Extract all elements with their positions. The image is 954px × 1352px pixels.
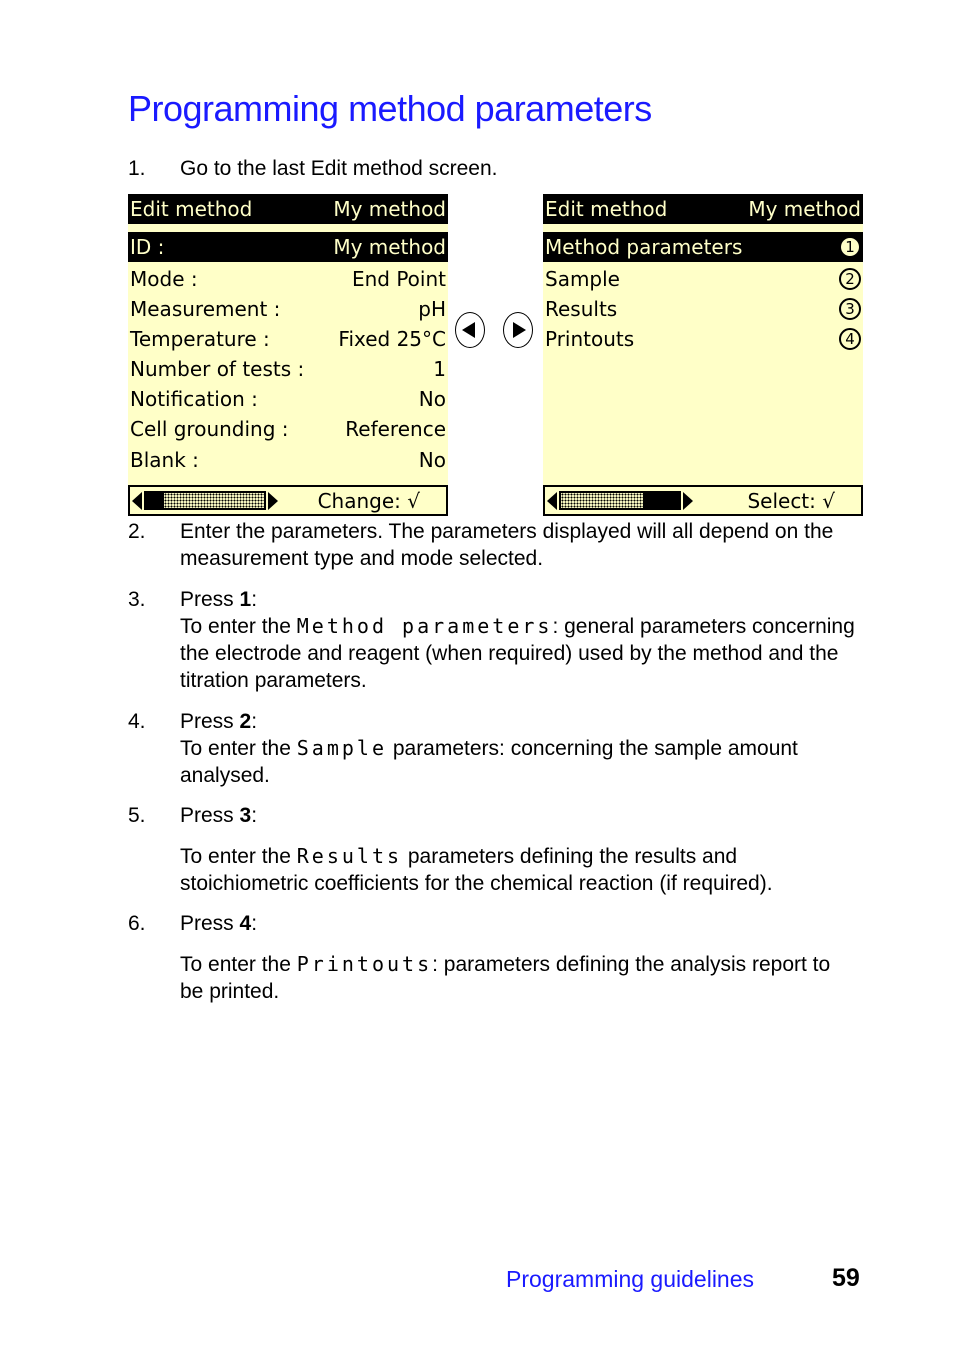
circled-number-icon: 2 — [839, 268, 861, 290]
lcd-softkey-bar — [128, 485, 448, 516]
step-2 — [128, 518, 858, 572]
lcd-row-mode[interactable] — [128, 264, 448, 294]
step-5 — [128, 802, 858, 897]
lcd-header — [543, 194, 863, 224]
step-text: Enter the parameters. The parameters displayed will all depend on the measurement type and mode selected. — [180, 520, 834, 570]
lcd-row-label: Measurement : — [130, 297, 281, 321]
right-arrow-icon — [268, 492, 278, 510]
lcd-row-label: Cell grounding : — [130, 417, 289, 441]
lcd-row-value: My method — [333, 235, 446, 259]
step-description: To enter the Results parameters defining the results and stoichiometric coefficients for the chemical reaction (if required). — [180, 844, 773, 895]
lcd-screen-edit-method-details — [128, 194, 448, 516]
lcd-menu-method-parameters[interactable] — [543, 232, 863, 262]
step-number: 3. — [128, 588, 146, 611]
lcd-row-label: Temperature : — [130, 327, 270, 351]
step-press-line: Press 3: — [180, 804, 258, 827]
lcd-header-title: Edit method — [545, 197, 668, 221]
step-4 — [128, 708, 858, 789]
lcd-row-id[interactable] — [128, 232, 448, 262]
screen-term: Printouts — [296, 952, 433, 976]
step-text: Go to the last Edit method screen. — [180, 157, 498, 180]
lcd-row-value: No — [418, 387, 446, 411]
step-press-line: Press 1: — [180, 588, 258, 611]
lcd-screen-edit-method-menu — [543, 194, 863, 516]
circled-number-icon: 3 — [839, 298, 861, 320]
step-number: 2. — [128, 520, 146, 543]
lcd-row-label: Mode : — [130, 267, 198, 291]
lcd-scrollbar[interactable] — [130, 487, 280, 514]
lcd-row-value: Reference — [345, 417, 446, 441]
scroll-track — [559, 491, 681, 510]
lcd-menu-sample[interactable] — [543, 264, 863, 294]
lcd-row-notification[interactable] — [128, 384, 448, 414]
step-1 — [128, 155, 858, 182]
key-number: 4 — [239, 912, 252, 935]
step-number: 1. — [128, 157, 146, 180]
lcd-header-method: My method — [333, 197, 446, 221]
step-press-line: Press 2: — [180, 710, 258, 733]
lcd-softkey-bar — [543, 485, 863, 516]
lcd-row-number-of-tests[interactable] — [128, 354, 448, 384]
lcd-row-label: Sample — [545, 267, 620, 291]
lcd-header-method: My method — [748, 197, 861, 221]
lcd-row-value: End Point — [351, 267, 446, 291]
lcd-row-cell-grounding[interactable] — [128, 414, 448, 444]
key-number: 1 — [239, 588, 252, 611]
softkey-change[interactable]: Change: √ — [317, 488, 420, 513]
screen-term: Method parameters — [296, 614, 553, 638]
left-arrow-icon — [462, 322, 475, 338]
lcd-row-value: Fixed 25°C — [338, 327, 446, 351]
circled-number-icon: 1 — [839, 236, 861, 258]
key-number: 2 — [239, 710, 252, 733]
lcd-menu-results[interactable] — [543, 294, 863, 324]
lcd-row-label: Results — [545, 297, 618, 321]
lcd-row-label: Method parameters — [545, 235, 743, 259]
circled-number-icon: 4 — [839, 328, 861, 350]
step-number: 5. — [128, 804, 146, 827]
key-number: 3 — [239, 804, 252, 827]
softkey-select[interactable]: Select: √ — [747, 488, 835, 513]
step-number: 6. — [128, 912, 146, 935]
lcd-row-value: 1 — [433, 357, 446, 381]
screen-term: Results — [296, 844, 403, 868]
page-title: Programming method parameters — [128, 88, 652, 129]
step-description: To enter the Method parameters: general parameters concerning the electrode and reagent (when required) used by the method and the titration parameters. — [180, 614, 855, 692]
footer-section-title: Programming guidelines — [506, 1266, 755, 1292]
right-arrow-icon — [683, 492, 693, 510]
next-screen-button[interactable] — [503, 312, 533, 348]
lcd-row-value: No — [418, 448, 446, 472]
scroll-track — [144, 491, 266, 510]
step-press-line: Press 4: — [180, 912, 258, 935]
previous-screen-button[interactable] — [455, 312, 485, 348]
right-arrow-icon — [513, 322, 526, 338]
left-arrow-icon — [547, 492, 557, 510]
lcd-header-title: Edit method — [130, 197, 253, 221]
lcd-row-label: Number of tests : — [130, 357, 305, 381]
step-description: To enter the Printouts: parameters defining the analysis report to be printed. — [180, 952, 831, 1003]
lcd-row-label: Notification : — [130, 387, 258, 411]
lcd-row-label: Blank : — [130, 448, 199, 472]
left-arrow-icon — [132, 492, 142, 510]
lcd-row-label: ID : — [130, 235, 165, 259]
lcd-row-measurement[interactable] — [128, 294, 448, 324]
screen-term: Sample — [296, 736, 387, 760]
lcd-row-label: Printouts — [545, 327, 635, 351]
step-3 — [128, 586, 858, 694]
lcd-scrollbar[interactable] — [545, 487, 695, 514]
lcd-row-value: pH — [418, 297, 446, 321]
page-number: 59 — [832, 1264, 860, 1292]
lcd-row-temperature[interactable] — [128, 324, 448, 354]
lcd-menu-printouts[interactable] — [543, 324, 863, 354]
step-number: 4. — [128, 710, 146, 733]
lcd-header — [128, 194, 448, 224]
step-6 — [128, 910, 858, 1005]
lcd-row-blank[interactable] — [128, 445, 448, 475]
step-description: To enter the Sample parameters: concerning the sample amount analysed. — [180, 736, 798, 787]
